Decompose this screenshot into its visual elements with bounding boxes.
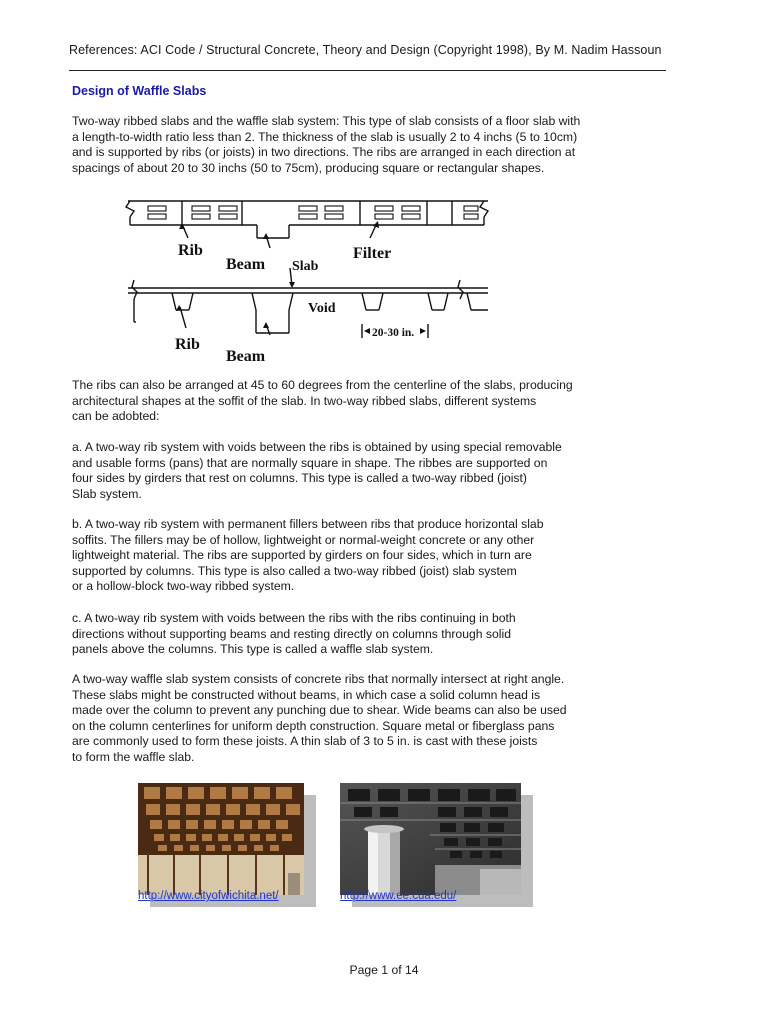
- void-label: Void: [308, 301, 336, 316]
- photo-shadow: [521, 795, 533, 907]
- text-line: are commonly used to form these joists. A thin slab of 3 to 5 in. is cast with these joists: [72, 734, 538, 749]
- intro-paragraph: [72, 114, 632, 176]
- beam-label-bottom: Beam: [226, 348, 266, 365]
- photo-link-ee-cua[interactable]: http://www.ee.cua.edu/: [340, 890, 457, 902]
- spacing-label: 20-30 in.: [372, 327, 415, 339]
- text-line: made over the column to prevent any punching due to shear. Wide beams can also be used: [72, 703, 567, 718]
- text-line: a length-to-width ratio less than 2. The thickness of the slab is usually 2 to 4 inchs (5 to 10cm): [72, 129, 578, 144]
- text-line: Two-way ribbed slabs and the waffle slab system: This type of slab consists of a floor slab with: [72, 114, 581, 128]
- beam-label-top: Beam: [226, 256, 266, 273]
- page-title: Design of Waffle Slabs: [72, 84, 207, 98]
- text-line: spacings of about 20 to 30 inchs (50 to 75cm), producing square or rectangular shapes.: [72, 160, 545, 175]
- system-a-paragraph: [72, 440, 632, 502]
- text-line: These slabs might be constructed without beams, in which case a solid column head is: [72, 687, 541, 702]
- text-line: can be adobted:: [72, 409, 160, 424]
- reference-header: References: ACI Code / Structural Concrete, Theory and Design (Copyright 1998), By M. Nadim Hassoun: [69, 43, 662, 57]
- text-line: panels above the columns. This type is called a waffle slab system.: [72, 642, 434, 657]
- rib-label-top: Rib: [178, 242, 203, 259]
- header-rule: [69, 70, 666, 71]
- text-line: and is supported by ribs (or joists) in two directions. The ribs are arranged in each direction at: [72, 145, 576, 160]
- text-line: Slab system.: [72, 486, 142, 501]
- slab-label: Slab: [292, 259, 319, 274]
- system-b-paragraph: [72, 517, 632, 595]
- page-number: Page 1 of 14: [349, 963, 419, 977]
- text-line: b. A two-way rib system with permanent fillers between ribs that produce horizontal slab: [72, 517, 544, 531]
- rib-label-bottom: Rib: [175, 336, 200, 353]
- waffle-system-paragraph: [72, 672, 632, 766]
- text-line: four sides by girders that rest on columns. This type is called a two-way ribbed (joist): [72, 471, 527, 486]
- text-line: directions without supporting beams and resting directly on columns through solid: [72, 626, 511, 641]
- text-line: and usable forms (pans) that are normally square in shape. The ribbes are supported on: [72, 455, 548, 470]
- filter-label: Filter: [353, 245, 392, 262]
- text-line: architectural shapes at the soffit of the slab. In two-way ribbed slabs, different systems: [72, 393, 537, 408]
- text-line: A two-way waffle slab system consists of concrete ribs that normally intersect at right angle.: [72, 672, 565, 686]
- system-c-paragraph: [72, 611, 632, 658]
- photo-shadow: [304, 795, 316, 907]
- text-line: supported by columns. This type is also called a two-way ribbed (joist) slab system: [72, 563, 517, 578]
- arrangement-paragraph: [72, 378, 632, 425]
- text-line: a. A two-way rib system with voids between the ribs is obtained by using special removable: [72, 440, 562, 454]
- text-line: lightweight material. The ribs are supported by girders on four sides, which in turn are: [72, 548, 532, 563]
- text-line: The ribs can also be arranged at 45 to 60 degrees from the centerline of the slabs, producing: [72, 378, 573, 392]
- text-line: or a hollow-block two-way ribbed system.: [72, 579, 295, 594]
- waffle-slab-diagram: [122, 186, 494, 368]
- text-line: to form the waffle slab.: [72, 749, 195, 764]
- waffle-ceiling-photo-wood: [138, 783, 304, 895]
- text-line: c. A two-way rib system with voids between the ribs with the ribs continuing in both: [72, 611, 516, 625]
- waffle-ceiling-photo-concrete: [340, 783, 521, 895]
- text-line: soffits. The fillers may be of hollow, lightweight or normal-weight concrete or any other: [72, 532, 535, 547]
- text-line: on the column centerlines for uniform depth construction. Square metal or fiberglass pans: [72, 718, 555, 733]
- photo-link-cityofwichita[interactable]: http://www.cityofwichita.net/: [138, 890, 279, 902]
